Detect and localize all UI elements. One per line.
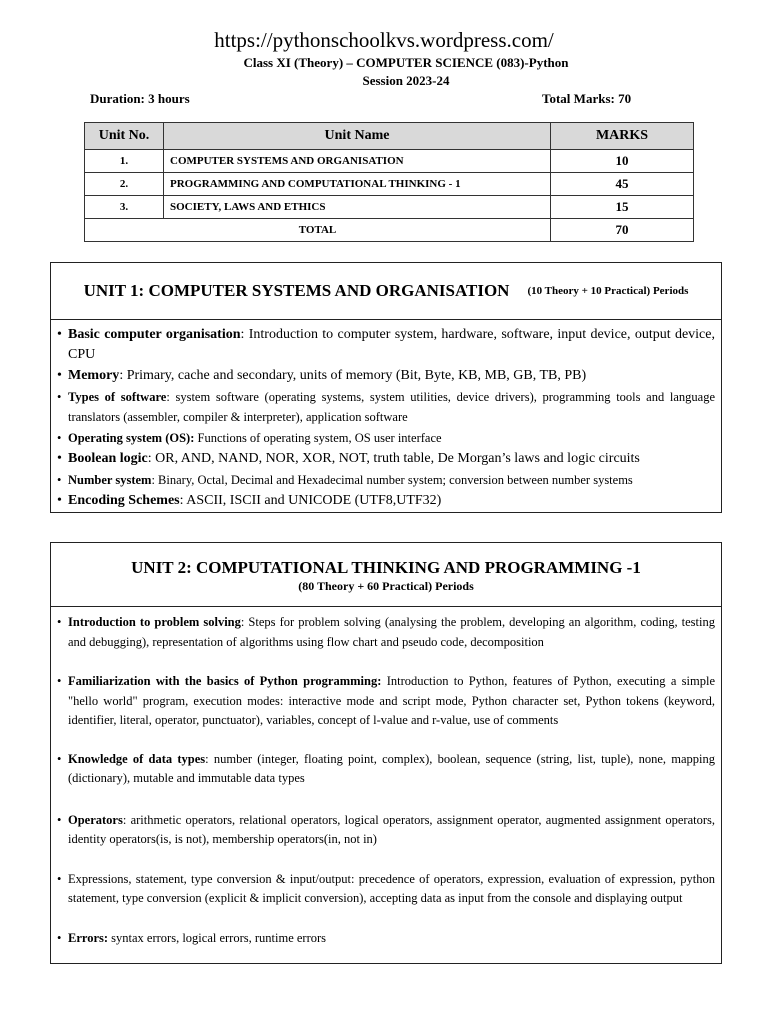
topic-text: : Steps for problem solving (analysing the problem, developing an algorithm, coding, testing and debugging), representation of algorithms using flow chart and pseudo code, decomposition [68, 615, 715, 649]
list-item [51, 366, 721, 386]
unit-name-cell: PROGRAMMING AND COMPUTATIONAL THINKING - 1 [164, 173, 551, 196]
total-label-cell: TOTAL [85, 219, 551, 242]
bullet-icon: • [57, 615, 62, 629]
unit1-title: UNIT 1: COMPUTER SYSTEMS AND ORGANISATION [83, 281, 510, 300]
unit-marks-cell: 15 [551, 196, 694, 219]
topic-text: : ASCII, ISCII and UNICODE (UTF8,UTF32) [179, 493, 442, 508]
unit-name-cell: COMPUTER SYSTEMS AND ORGANISATION [164, 150, 551, 173]
unit-no-cell: 3. [85, 196, 164, 219]
unit1-section [50, 262, 722, 513]
topic-heading: Knowledge of data types [68, 751, 206, 766]
topic-heading: Operators [68, 812, 123, 827]
unit1-periods: (10 Theory + 10 Practical) Periods [527, 285, 689, 297]
topic-heading: Boolean logic [68, 451, 148, 466]
bullet-icon: • [57, 812, 62, 827]
unit2-header [51, 543, 721, 607]
topic-text: : number (integer, floating point, complex), boolean, sequence (string, list, tuple), none, mapping (dictionary), mutable and immutable data types [68, 751, 716, 785]
unit-name-cell: SOCIETY, LAWS AND ETHICS [164, 196, 551, 219]
topic-heading: Operating system (OS): [68, 431, 195, 445]
topic-text: : arithmetic operators, relational operators, logical operators, assignment operator, augmented assignment operators, identity operators(is, is not), membership operators(in, not in) [68, 812, 715, 846]
bullet-icon: • [57, 327, 62, 342]
bullet-icon: • [57, 368, 62, 383]
bullet-icon: • [57, 493, 62, 508]
header-unit-no: Unit No. [85, 123, 164, 150]
bullet-icon: • [57, 473, 62, 487]
unit2-periods: (80 Theory + 60 Practical) Periods [298, 579, 474, 593]
duration-label: Duration: 3 hours [90, 91, 190, 106]
course-title: Class XI (Theory) – COMPUTER SCIENCE (083)-Python [243, 55, 569, 70]
total-marks-cell: 70 [551, 219, 694, 242]
unit2-topic-list [51, 607, 721, 948]
bullet-icon: • [57, 930, 62, 945]
bullet-icon: • [57, 674, 62, 688]
unit-marks-cell: 45 [551, 173, 694, 196]
topic-heading: Encoding Schemes [68, 493, 180, 508]
topic-text: : Introduction to computer system, hardware, software, input device, output device, CPU [68, 327, 715, 362]
topic-text: : OR, AND, NAND, NOR, XOR, NOT, truth table, De Morgan’s laws and logic circuits [147, 451, 640, 466]
total-marks-label: Total Marks: 70 [542, 91, 632, 106]
list-item [51, 470, 721, 490]
table-row [85, 150, 694, 173]
bullet-icon: • [57, 871, 62, 886]
list-item [51, 449, 721, 469]
header-unit-name: Unit Name [164, 123, 551, 150]
topic-heading: Memory [68, 368, 120, 383]
topic-text: : system software (operating systems, system utilities, device drivers), programming tools and language translators (assembler, compiler & interpreter), application software [68, 390, 715, 424]
bullet-icon: • [57, 751, 62, 766]
session-label: Session 2023-24 [362, 73, 450, 88]
topic-text: Expressions, statement, type conversion & input/output: precedence of operators, expression, evaluation of expression, python statement, type conversion (explicit & implicit conversion), accepting data as input from the console and displaying output [68, 871, 715, 905]
unit2-section [50, 542, 722, 964]
list-item [51, 325, 721, 365]
bullet-icon: • [57, 451, 62, 466]
list-item [51, 750, 721, 789]
unit-no-cell: 1. [85, 150, 164, 173]
bullet-icon: • [57, 390, 62, 404]
header-marks: MARKS [551, 123, 694, 150]
unit1-topic-list [51, 320, 721, 511]
unit2-title: UNIT 2: COMPUTATIONAL THINKING AND PROGRAMMING -1 [131, 558, 641, 577]
list-item [51, 672, 721, 731]
list-item [51, 870, 721, 909]
list-item [51, 613, 721, 652]
topic-text: syntax errors, logical errors, runtime errors [108, 930, 327, 945]
unit-marks-table [84, 122, 694, 242]
list-item [51, 428, 721, 448]
list-item [51, 929, 721, 949]
topic-text: : Primary, cache and secondary, units of memory (Bit, Byte, KB, MB, GB, TB, PB) [119, 368, 587, 383]
table-row [85, 196, 694, 219]
topic-heading: Errors: [68, 930, 109, 945]
list-item [51, 811, 721, 850]
unit-no-cell: 2. [85, 173, 164, 196]
topic-text: Functions of operating system, OS user interface [194, 431, 442, 445]
unit-marks-cell: 10 [551, 150, 694, 173]
topic-heading: Introduction to problem solving [68, 615, 241, 629]
list-item [51, 491, 721, 511]
topic-heading: Basic computer organisation [68, 327, 241, 342]
list-item [51, 387, 721, 427]
table-row [85, 173, 694, 196]
topic-text: : Binary, Octal, Decimal and Hexadecimal number system; conversion between number systems [151, 473, 633, 487]
topic-text: Introduction to Python, features of Python, executing a simple "hello world" program, execution modes: interactive mode and script mode, Python character set, Python tokens (keyword, identifier, literal, operator, punctuator), variables, concept of l-value and r-value, use of comments [68, 674, 716, 727]
table-header-row [85, 123, 694, 150]
topic-heading: Types of software [68, 390, 167, 404]
site-url: https://pythonschoolkvs.wordpress.com/ [214, 28, 554, 52]
table-total-row [85, 219, 694, 242]
bullet-icon: • [57, 431, 62, 445]
topic-heading: Number system [68, 473, 152, 487]
topic-heading: Familiarization with the basics of Python programming: [68, 674, 382, 688]
unit1-header [51, 263, 721, 320]
